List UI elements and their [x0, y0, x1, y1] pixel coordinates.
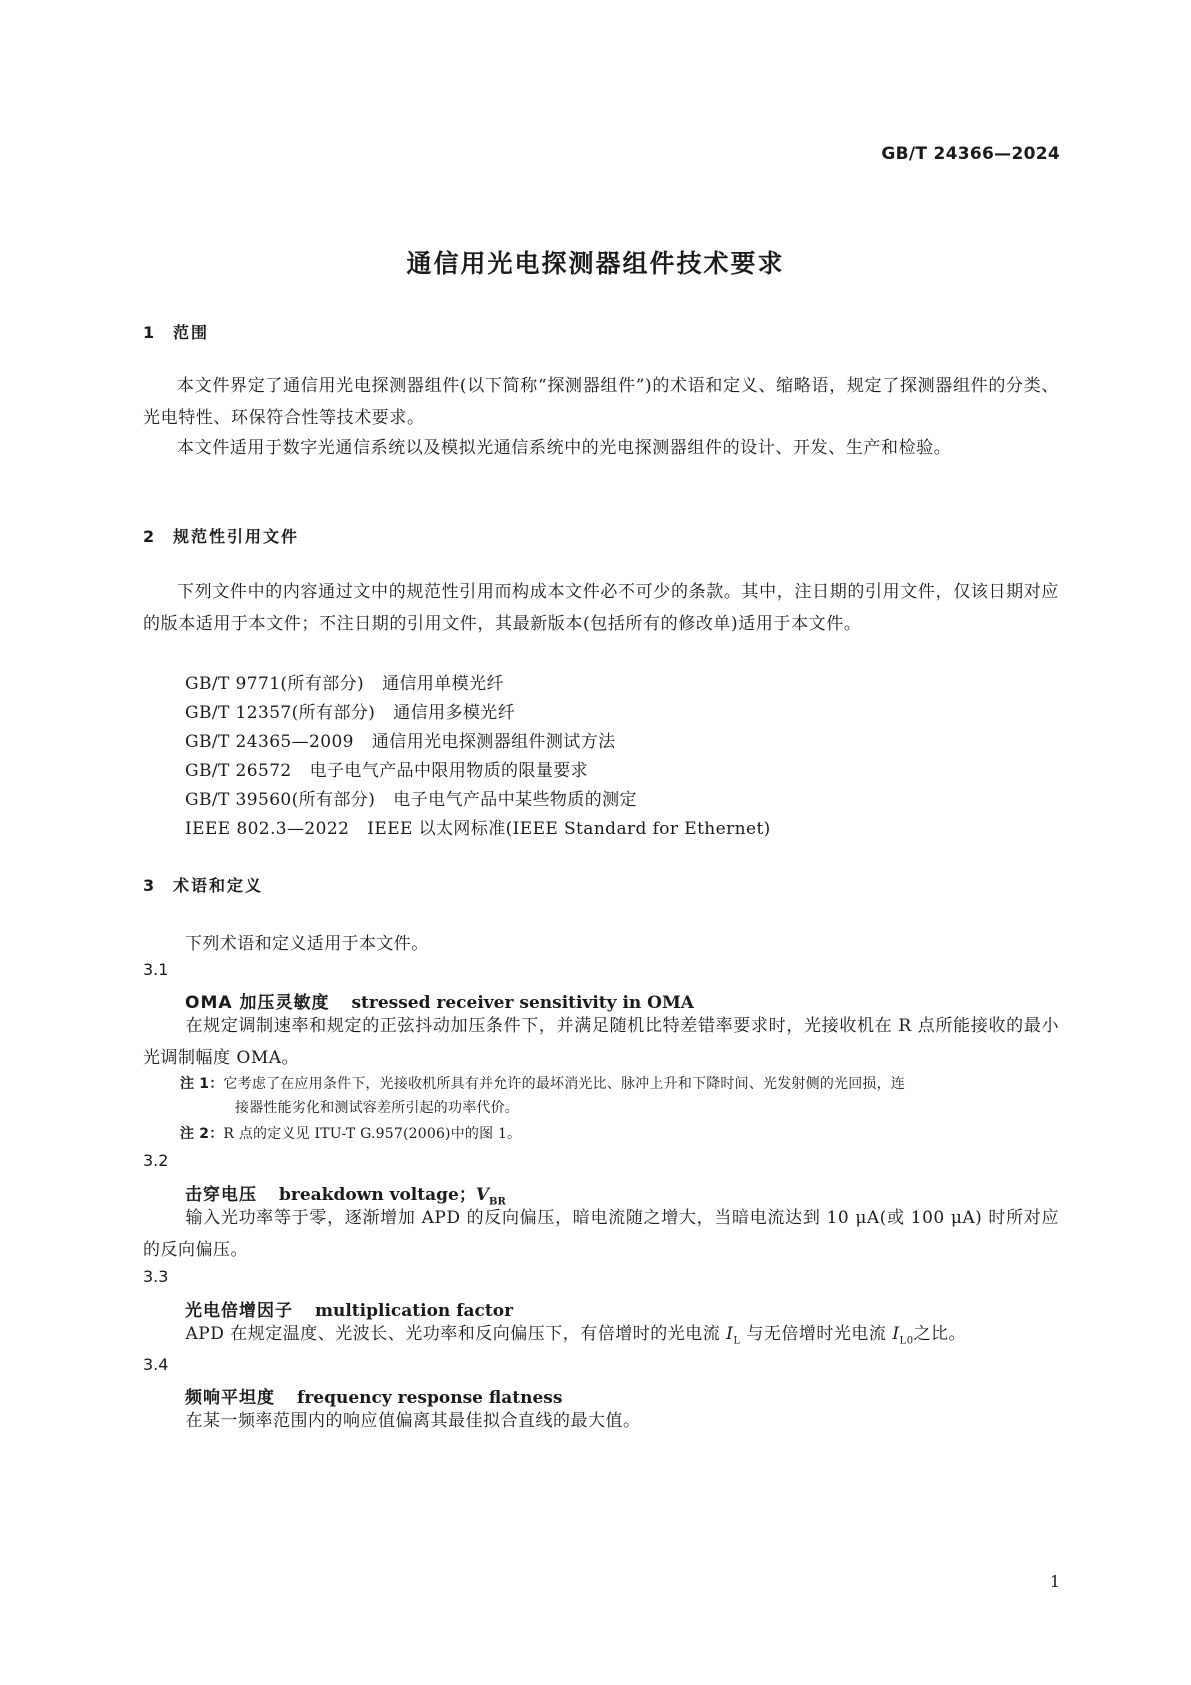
reference-code: GB/T 24365—2009 [185, 732, 354, 752]
symbol-subscript: L0 [899, 1335, 914, 1347]
section-title: 术语和定义 [173, 876, 264, 895]
term-number: 3.4 [143, 1355, 169, 1374]
definition-text: 与无倍增时光电流 [740, 1324, 893, 1344]
term-number: 3.3 [143, 1267, 169, 1286]
document-title: 通信用光电探测器组件技术要求 [406, 249, 785, 278]
standard-code: GB/T 24366—2024 [881, 144, 1060, 164]
symbol-il: I [726, 1324, 734, 1344]
reference-item [185, 669, 504, 694]
reference-name: 电子电气产品中限用物质的限量要求 [309, 761, 589, 781]
reference-item [185, 814, 771, 839]
section-number: 3 [143, 876, 155, 895]
term-symbol: V [475, 1185, 490, 1205]
term-chinese: 击穿电压 [185, 1185, 257, 1205]
reference-code: IEEE 802.3—2022 [185, 819, 350, 839]
reference-code: GB/T 39560(所有部分) [185, 790, 376, 810]
term-english: stressed receiver sensitivity in OMA [351, 993, 695, 1013]
term-chinese: 光电倍增因子 [185, 1301, 293, 1321]
section-title: 规范性引用文件 [173, 527, 300, 546]
reference-name: 通信用光电探测器组件测试方法 [371, 732, 616, 752]
reference-item [185, 698, 515, 723]
page-number: 1 [1049, 1572, 1060, 1591]
reference-code: GB/T 26572 [185, 761, 292, 781]
term-definition [143, 1318, 1059, 1357]
term-english: breakdown voltage； [279, 1185, 476, 1205]
reference-name: 电子电气产品中某些物质的测定 [393, 790, 637, 810]
note-label: 注 1： [180, 1076, 224, 1092]
term-chinese: 频响平坦度 [185, 1388, 275, 1408]
term-english: frequency response flatness [297, 1388, 563, 1408]
symbol-subscript: L [733, 1335, 741, 1347]
term-english: multiplication factor [315, 1301, 514, 1321]
section-number: 1 [143, 323, 155, 342]
reference-name: IEEE 以太网标准(IEEE Standard for Ethernet) [367, 819, 771, 839]
term-symbol-subscript: BR [489, 1196, 506, 1208]
definition-text: APD 在规定温度、光波长、光功率和反向偏压下，有倍增时的光电流 [185, 1324, 727, 1344]
reference-item [185, 785, 637, 810]
definition-text: 之比。 [913, 1324, 967, 1344]
note-label: 注 2： [180, 1126, 224, 1142]
term-chinese: OMA 加压灵敏度 [185, 993, 330, 1013]
section-2-heading [143, 524, 299, 547]
term-definition: 在规定调制速率和规定的正弦抖动加压条件下，并满足随机比特差错率要求时，光接收机在 R 点所能接收的最小光调制幅度 OMA。 [143, 1016, 1059, 1068]
note-1 [180, 1072, 1060, 1096]
term-number: 3.1 [143, 960, 169, 979]
note-1-continued: 接器性能劣化和测试容差所引起的功率代价。 [235, 1100, 519, 1116]
section-title: 范围 [173, 323, 210, 342]
note-2 [180, 1122, 1060, 1146]
note-text: R 点的定义见 ITU-T G.957(2006)中的图 1。 [223, 1126, 522, 1142]
symbol-il0: I [892, 1324, 900, 1344]
reference-name: 通信用多模光纤 [393, 703, 516, 723]
section-1-paragraph-1: 本文件界定了通信用光电探测器组件(以下简称“探测器组件”)的术语和定义、缩略语，规定了探测器组件的分类、光电特性、环保符合性等技术要求。 [143, 376, 1059, 428]
term-definition: 输入光功率等于零，逐渐增加 APD 的反向偏压，暗电流随之增大，当暗电流达到 10 μA(或 100 μA) 时所对应的反向偏压。 [143, 1208, 1059, 1260]
reference-code: GB/T 9771(所有部分) [185, 674, 365, 694]
section-3-intro: 下列术语和定义适用于本文件。 [185, 934, 429, 954]
term-definition: 在某一频率范围内的响应值偏离其最佳拟合直线的最大值。 [185, 1411, 641, 1431]
note-text: 它考虑了在应用条件下，光接收机所具有并允许的最坏消光比、脉冲上升和下降时间、光发射侧的光回损，连 [223, 1076, 906, 1092]
reference-item [185, 756, 588, 781]
section-3-heading [143, 873, 263, 896]
reference-item [185, 727, 616, 752]
section-2-intro: 下列文件中的内容通过文中的规范性引用而构成本文件必不可少的条款。其中，注日期的引用文件，仅该日期对应的版本适用于本文件；不注日期的引用文件，其最新版本(包括所有的修改单)适用于本文件。 [143, 582, 1059, 634]
reference-code: GB/T 12357(所有部分) [185, 703, 376, 723]
reference-name: 通信用单模光纤 [382, 674, 504, 694]
section-1-paragraph-2: 本文件适用于数字光通信系统以及模拟光通信系统中的光电探测器组件的设计、开发、生产和检验。 [177, 438, 952, 458]
section-1-heading [143, 320, 209, 343]
section-number: 2 [143, 527, 155, 546]
term-number: 3.2 [143, 1151, 169, 1170]
